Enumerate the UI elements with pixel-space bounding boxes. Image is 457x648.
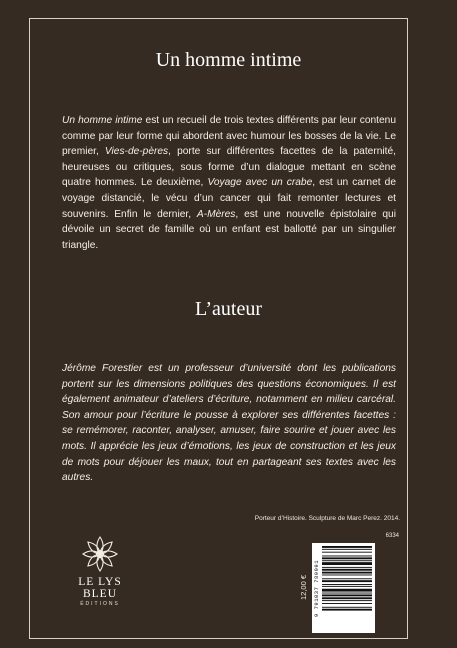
book-summary <box>62 113 396 253</box>
barcode-bar <box>322 609 372 611</box>
publisher-subtitle: ÉDITIONS <box>80 601 120 607</box>
barcode-bar <box>322 562 372 565</box>
publisher-logo <box>62 534 138 607</box>
barcode-bar <box>322 586 372 587</box>
barcode-bar <box>322 594 372 596</box>
barcode-bar <box>322 560 372 561</box>
barcode-bar <box>322 603 372 604</box>
barcode-bar <box>322 546 372 548</box>
barcode-bar <box>322 589 372 592</box>
barcode-bar <box>322 584 372 585</box>
barcode-bar <box>322 557 372 559</box>
summary-italic-title: Voyage avec un crabe <box>207 177 313 189</box>
barcode-digits: 9 791037 789991 <box>313 559 320 617</box>
barcode-bar <box>322 580 372 582</box>
barcode-bar <box>322 607 372 608</box>
summary-italic-title: A-Mères <box>196 208 236 220</box>
barcode-bar <box>322 567 372 568</box>
barcode-bar <box>322 597 372 599</box>
barcode-bars <box>322 546 372 630</box>
author-bio: Jérôme Forestier est un professeur d’université dont les publications portent sur les dimensions politiques des questions économiques. Il est également animateur d’ateliers d’écriture, notamment en milieu carcéral. Son amour pour l’écriture le pousse à explorer ses différentes facettes : se remémorer, raconter, analyser, amuser, faire sourire et jouer avec les mots. Il apprécie les jeux d’émotions, les jeux de construction et les jeux de mots pour déjouer les maux, tout en partageant ses textes avec les autres. <box>62 363 396 484</box>
barcode-bar <box>322 549 372 550</box>
barcode-bar <box>322 569 372 571</box>
product-code: 6334 <box>385 533 399 539</box>
summary-text: , porte sur différentes facettes de la paternité, heureuses ou critiques, sous forme d’un dialogue mettant en scène quatre hommes. Le deuxième, <box>62 146 396 189</box>
author-heading: L’auteur <box>194 298 262 320</box>
barcode-bar <box>322 593 372 594</box>
summary-italic-title: Vies-de-pères <box>104 146 169 158</box>
summary-text: est un recueil de trois textes différents par leur contenu comme par leur forme qui abordent avec humour les bosses de la vie. Le premier, <box>62 115 396 158</box>
barcode <box>312 543 375 633</box>
barcode-bar <box>322 572 372 574</box>
barcode-bar <box>322 578 372 579</box>
cover-caption: Porteur d’Histoire. Sculpture de Marc Perez. 2014. <box>254 515 400 522</box>
summary-text: , est un carnet de voyage distancié, le vécu d’un cancer qui fait remonter lectures et souvenirs. Enfin le dernier, <box>62 177 396 220</box>
publisher-name: LE LYS BLEU <box>78 576 122 600</box>
book-title: Un homme intime <box>155 49 302 71</box>
barcode-bar <box>322 600 372 601</box>
barcode-bar <box>322 556 372 557</box>
lotus-flower-icon <box>80 534 120 574</box>
barcode-bar <box>322 575 372 576</box>
price-label: 12,00 € <box>299 574 308 600</box>
summary-text: , est une nouvelle épistolaire qui dévoile un secret de famille où un enfant est ballotté par un singulier triangle. <box>62 208 396 251</box>
summary-italic-title: Un homme intime <box>62 115 143 126</box>
barcode-bar <box>322 552 372 553</box>
retail-block <box>299 533 409 633</box>
